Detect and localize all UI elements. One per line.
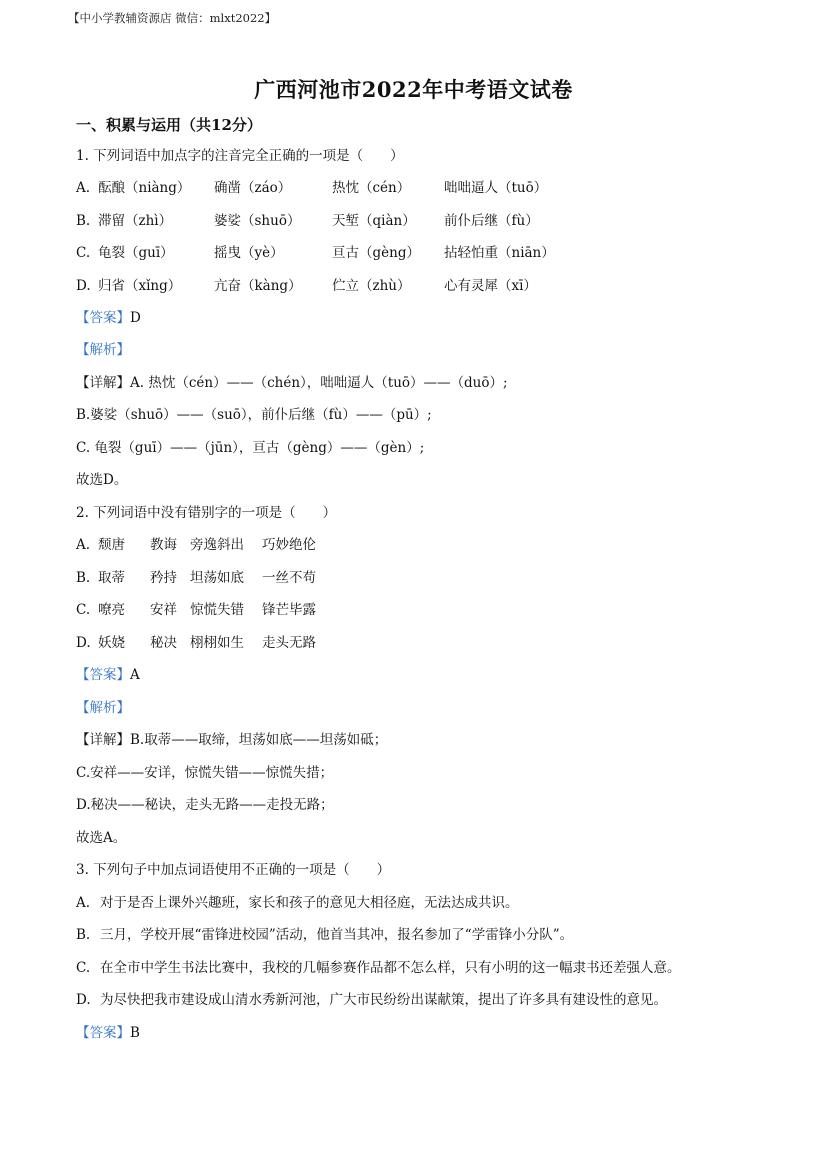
q1-detail-1 <box>76 373 508 393</box>
detail-text: A. 热忱（cén）——（chén），咄咄逼人（tuō）——（duō）; <box>130 375 508 391</box>
option-item: 教诲 <box>150 537 177 553</box>
q2-stem: 2. 下列词语中没有错别字的一项是（ ） <box>76 505 337 521</box>
q1-option-b <box>76 211 539 231</box>
option-item: 婆娑（shuō） <box>214 213 301 229</box>
q3-option-b <box>76 925 573 945</box>
q1-answer <box>76 308 141 328</box>
detail-label: 【详解】 <box>76 732 130 748</box>
q1-option-a <box>76 178 547 198</box>
option-text: 为尽快把我市建设成山清水秀新河池，广大市民纷纷出谋献策，提出了许多具有建设性的意见。 <box>100 992 667 1008</box>
option-item: 摇曳（yè） <box>214 245 284 261</box>
option-letter: C. <box>76 602 91 618</box>
q2-option-a <box>76 535 316 555</box>
option-item: 锋芒毕露 <box>262 602 316 618</box>
option-letter: C. <box>76 245 91 261</box>
option-item: 酝酿（niàng） <box>98 180 191 196</box>
option-item: 热忱（cén） <box>332 180 411 196</box>
option-item: 颓唐 <box>98 537 125 553</box>
option-item: 一丝不苟 <box>262 570 316 586</box>
answer-label: 【答案】 <box>76 310 130 326</box>
option-letter: B. <box>76 570 91 586</box>
option-letter: B. <box>76 927 91 943</box>
option-item: 栩栩如生 <box>190 635 244 651</box>
option-item: 妖娆 <box>98 635 125 651</box>
q1-stem: 1. 下列词语中加点字的注音完全正确的一项是（ ） <box>76 148 404 164</box>
option-item: 咄咄逼人（tuō） <box>444 180 548 196</box>
option-text: 对于是否上课外兴趣班，家长和孩子的意见大相径庭，无法达成共识。 <box>100 895 519 911</box>
option-letter: B. <box>76 213 91 229</box>
detail-text: B.取蒂——取缔，坦荡如底——坦荡如砥； <box>130 732 388 748</box>
option-item: 滞留（zhì） <box>98 213 173 229</box>
answer-label: 【答案】 <box>76 667 130 683</box>
option-item: 确凿（záo） <box>214 180 292 196</box>
option-item: 嘹亮 <box>98 602 125 618</box>
option-item: 巧妙绝伦 <box>262 537 316 553</box>
q1-detail-2: B.婆娑（shuō）——（suō），前仆后继（fù）——（pū）; <box>76 407 432 423</box>
q1-option-c <box>76 243 555 263</box>
option-item: 亘古（gèng） <box>332 245 420 261</box>
option-item: 伫立（zhù） <box>332 278 411 294</box>
option-item: 龟裂（guī） <box>98 245 174 261</box>
q2-conclusion: 故选A。 <box>76 830 127 846</box>
option-letter: A. <box>76 895 91 911</box>
option-item: 安祥 <box>150 602 177 618</box>
option-item: 心有灵犀（xī） <box>444 278 537 294</box>
option-letter: D. <box>76 992 91 1008</box>
option-item: 归省（xǐng） <box>98 278 182 294</box>
q3-option-a <box>76 893 519 913</box>
option-text: 在全市中学生书法比赛中，我校的几幅参赛作品都不怎么样，只有小明的这一幅隶书还差强人意。 <box>100 960 681 976</box>
page-header: 【中小学教辅资源店 微信：mlxt2022】 <box>68 11 277 25</box>
option-item: 亢奋（kàng） <box>214 278 302 294</box>
answer-label: 【答案】 <box>76 1025 130 1041</box>
q2-option-d <box>76 633 316 653</box>
answer-value: B <box>130 1025 140 1041</box>
option-letter: D. <box>76 278 91 294</box>
option-item: 取蒂 <box>98 570 125 586</box>
q2-detail-1 <box>76 730 387 750</box>
option-item: 惊慌失错 <box>190 602 244 618</box>
page-title: 广西河池市2022年中考语文试卷 <box>254 77 573 102</box>
q2-option-c <box>76 600 316 620</box>
q1-analysis-label: 【解析】 <box>76 342 130 358</box>
option-item: 矜持 <box>150 570 177 586</box>
answer-value: D <box>130 310 141 326</box>
section-heading: 一、积累与运用（共12分） <box>76 116 262 134</box>
q1-conclusion: 故选D。 <box>76 472 128 488</box>
q1-option-d <box>76 276 537 296</box>
q2-option-b <box>76 568 316 588</box>
q3-option-c <box>76 958 681 978</box>
option-letter: D. <box>76 635 91 651</box>
q2-answer <box>76 665 140 685</box>
q3-option-d <box>76 990 667 1010</box>
option-item: 天堑（qiàn） <box>332 213 416 229</box>
answer-value: A <box>130 667 140 683</box>
q2-detail-3: D.秘决——秘诀，走头无路——走投无路； <box>76 797 334 813</box>
option-letter: A. <box>76 537 91 553</box>
q2-analysis-label: 【解析】 <box>76 700 130 716</box>
q3-answer <box>76 1023 140 1043</box>
detail-label: 【详解】 <box>76 375 130 391</box>
option-letter: A. <box>76 180 91 196</box>
option-item: 前仆后继（fù） <box>444 213 539 229</box>
option-item: 走头无路 <box>262 635 316 651</box>
option-item: 秘决 <box>150 635 177 651</box>
q1-detail-3: C. 龟裂（guī）——（jūn），亘古（gèng）——（gèn）; <box>76 440 425 456</box>
q3-stem: 3. 下列句子中加点词语使用不正确的一项是（ ） <box>76 862 391 878</box>
q2-detail-2: C.安祥——安详，惊慌失错——惊慌失措； <box>76 765 334 781</box>
option-text: 三月，学校开展“雷锋进校园”活动，他首当其冲，报名参加了“学雷锋小分队”。 <box>100 927 574 943</box>
option-item: 坦荡如底 <box>190 570 244 586</box>
option-letter: C. <box>76 960 91 976</box>
option-item: 拈轻怕重（niān） <box>444 245 555 261</box>
option-item: 旁逸斜出 <box>190 537 244 553</box>
